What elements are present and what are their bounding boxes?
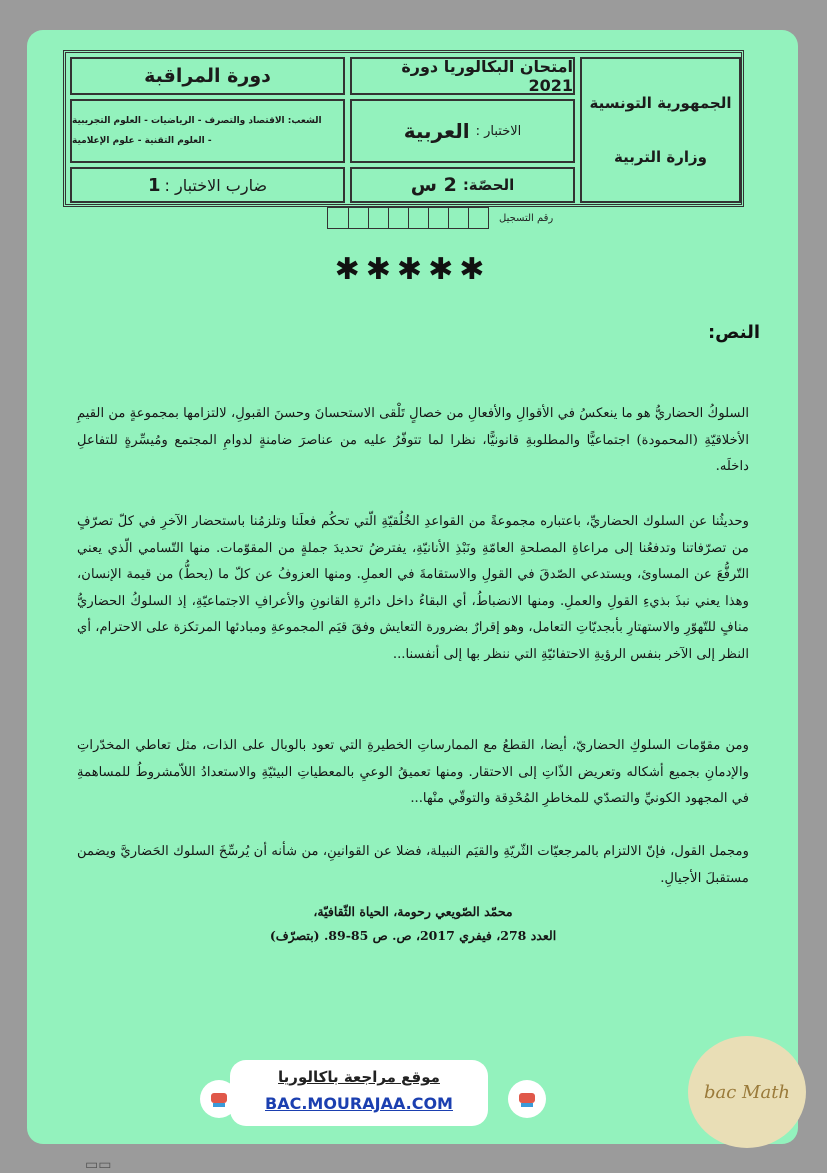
duration-label: الحصّة: bbox=[462, 176, 515, 194]
subject-cell bbox=[350, 99, 575, 163]
registration-box[interactable] bbox=[348, 208, 368, 228]
site-logo-icon bbox=[508, 1080, 546, 1118]
ministry-name: وزارة التربية bbox=[614, 148, 707, 166]
registration-box[interactable] bbox=[408, 208, 428, 228]
branches-cell bbox=[70, 99, 345, 163]
country-name: الجمهورية التونسية bbox=[589, 94, 732, 112]
section-title: النص: bbox=[707, 322, 760, 343]
registration-boxes[interactable] bbox=[327, 207, 489, 229]
subject-label: الاختبار : bbox=[475, 123, 522, 139]
bac-math-badge: bac Math bbox=[688, 1036, 806, 1148]
author-line: محمّد الصّويعي رحومة، الحياة الثّقافيّة، bbox=[313, 904, 513, 919]
registration-box[interactable] bbox=[468, 208, 488, 228]
coefficient-cell bbox=[70, 167, 345, 203]
registration-box[interactable] bbox=[388, 208, 408, 228]
exam-title-cell bbox=[350, 57, 575, 95]
exam-header bbox=[63, 50, 744, 207]
stars-divider: ✱✱✱✱✱ bbox=[334, 252, 491, 287]
duration-cell bbox=[350, 167, 575, 203]
registration-label: رقم التسجيل bbox=[499, 212, 554, 224]
paragraph: ومجمل القول، فإنّ الالتزام بالمرجعيّات الثّريّةِ والقيَم النبيلة، فضلا عن القوانينِ، من شأنه أن يُرسِّخَ السلوك الحَضاريَّ ويضمن مستقبلَ الأجيالِ. bbox=[77, 844, 749, 886]
exam-title: امتحان البكالوريا دورة 2021 bbox=[401, 57, 573, 95]
registration-box[interactable] bbox=[448, 208, 468, 228]
coefficient-value: 1 bbox=[147, 174, 161, 196]
duration-value: 2 س bbox=[410, 174, 457, 196]
branches-line-1: الشعب: الاقتصاد والتصرف - الرياضيات - العلوم التجريبية bbox=[72, 116, 322, 126]
coefficient-label: ضارب الاختبار : bbox=[164, 175, 268, 195]
exam-sheet bbox=[27, 30, 798, 1173]
site-url-link[interactable]: BAC.MOURAJAA.COM bbox=[265, 1094, 453, 1113]
branches-line-2: - العلوم التقنية - علوم الإعلامية bbox=[72, 136, 212, 146]
registration-box[interactable] bbox=[328, 208, 348, 228]
source-line: العدد 278، فيفري 2017، ص. ص 85-89. (بتصرّف) bbox=[269, 928, 557, 943]
registration-box[interactable] bbox=[428, 208, 448, 228]
country-cell bbox=[580, 57, 741, 203]
session-cell bbox=[70, 57, 345, 95]
session-label: دورة المراقبة bbox=[144, 65, 271, 87]
registration-number bbox=[327, 206, 553, 230]
site-name-arabic[interactable]: موقع مراجعة باكالوريا bbox=[278, 1068, 440, 1086]
book-icon: ▭▭ bbox=[85, 1157, 112, 1173]
paragraph: ومن مقوّمات السلوكِ الحضاريّ، أيضا، القطعُ مع الممارساتِ الخطيرةِ التي تعود بالوبال على الذات، مثل تعاطي المخدّراتِ والإدمانِ بجميع أشكاله وتعريض الذّاتِ إلى الاحتقار. ومنها تعميقُ الوعيِ بالمعطياتِ البيئيّةِ والاستعدادُ اللاّمشروطُ للمساهمةِ في المجهود الكونيِّ والتصدّي للمخاطرِ المُحْدِقة والتوقّي منْها... bbox=[77, 738, 749, 807]
paragraph: السلوكُ الحضاريُّ هو ما ينعكسُ في الأقوالِ والأفعالِ من خصالٍ تَلْقى الاستحسانَ وحسنَ القبولِ، لالتزامها بمجموعةٍ من القيمِ الأخلاقيّةِ (المحمودة) اجتماعيًّا والمطلوبةِ قانونيًّا، نظرا لما تتوفّرُ عليه من عناصرَ ضامنةٍ لدوامِ المجتمع ومُيسِّرةٍ للتفاعلِ داخلَه. bbox=[77, 406, 749, 475]
paragraph: وحديثُنا عن السلوك الحضاريِّ، باعتباره مجموعةً من القواعدِ الخُلُقيّةِ الّتي تحكُم فعلَنا وتلزمُنا باستحضار الآخرِ في كلّ تصرّفٍ من تصرّفاتنا وتدفعُنا إلى مراعاةِ المصلحةِ العامّةِ ونَبْذِ الأنانيّةِ، يفترضُ تحديدَ جملةٍ من المقوّمات. منها التّسامي الّذي يعني التّرفُّعَ عن المساوئ، ويستدعي الصّدقَ في القولِ والاستقامةَ في العملِ. ومنها العزوفُ عن كلّ ما (يحطُّ) من قيمة الإنسان، وهذا يعني نبذَ بذيءِ القولِ والعملِ. ومنها الانضباطُ، أي البقاءُ داخل دائرةِ القانونِ والأعرافِ الاجتماعيّةِ، إذ السلوكُ الحضاريُّ منافٍ للتّهوّرِ والاستهتارِ بأبجديّاتِ التعامل، وهو إقرارٌ بضرورة التعايش وفقَ قيَم المجموعةِ ومبادئها المرتكزة على الاحترام، أي النظر إلى الآخر بنفس الرؤيةِ الاحتفائيّةِ التي ننظر بها إلى أنفسنا... bbox=[77, 514, 749, 662]
registration-box[interactable] bbox=[368, 208, 388, 228]
subject-value: العربية bbox=[403, 119, 470, 143]
site-banner[interactable] bbox=[230, 1060, 488, 1126]
